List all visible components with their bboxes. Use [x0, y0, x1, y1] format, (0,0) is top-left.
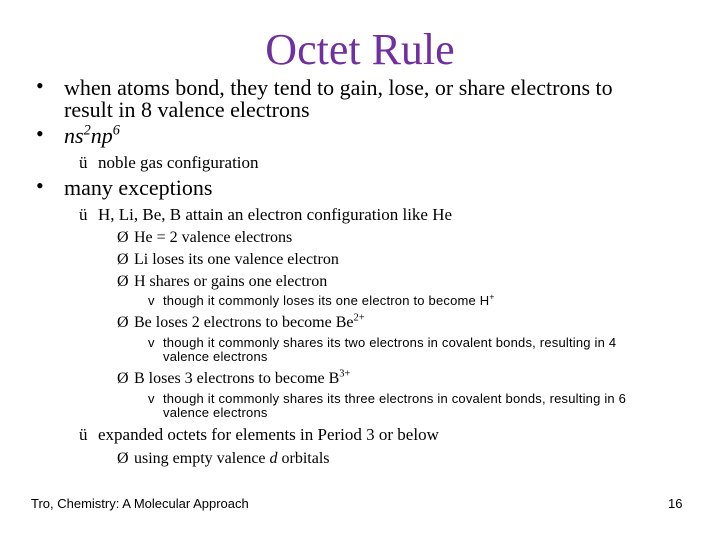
be-text: Be loses 2 electrons to become Be — [134, 314, 354, 331]
sub-bullet-text: expanded octets for elements in Period 3 or below — [98, 425, 439, 444]
arrow-icon: Ø — [117, 370, 129, 387]
electron-configuration — [64, 122, 120, 148]
sub-sub-bullet-text — [134, 370, 350, 388]
charge-superscript: 2+ — [353, 312, 365, 324]
bullet-icon: • — [36, 73, 44, 98]
config-superscript: 6 — [112, 122, 120, 139]
footer-source: Tro, Chemistry: A Molecular Approach — [31, 496, 249, 511]
note-text-continued: valence electrons — [163, 349, 268, 364]
sub-bullet-text: H, Li, Be, B attain an electron configuration like He — [98, 205, 453, 224]
bullet-text-continued: result in 8 valence electrons — [64, 97, 310, 122]
config-ns: ns — [64, 123, 84, 148]
slide-title: Octet Rule — [265, 25, 455, 74]
sub-sub-bullet-text: Li loses its one valence electron — [134, 251, 339, 268]
orbital-text-post: orbitals — [277, 450, 330, 467]
note-text — [163, 291, 495, 308]
arrow-icon: Ø — [117, 251, 129, 268]
note-text: though it commonly shares its three electrons in covalent bonds, resulting in 6 — [163, 391, 627, 406]
note-main: though it commonly loses its one electron to become H — [163, 293, 490, 308]
sub-bullet-text: noble gas configuration — [98, 153, 259, 172]
note-text: though it commonly shares its two electrons in covalent bonds, resulting in 4 — [163, 335, 617, 350]
checkmark-icon: ü — [79, 425, 88, 444]
arrow-icon: Ø — [117, 450, 129, 467]
sub-sub-bullet-text — [134, 314, 365, 332]
page-number: 16 — [668, 496, 683, 511]
orbital-d: d — [269, 450, 278, 467]
config-np: np — [90, 123, 113, 148]
note-text-continued: valence electrons — [163, 405, 268, 420]
charge-superscript: 3+ — [339, 368, 351, 380]
arrow-icon: Ø — [117, 229, 129, 246]
charge-superscript: + — [489, 291, 495, 302]
checkmark-icon: ü — [79, 205, 88, 224]
arrow-icon: Ø — [117, 273, 129, 290]
orbital-text-pre: using empty valence — [134, 450, 270, 467]
diamond-icon: v — [148, 293, 155, 308]
bullet-text: when atoms bond, they tend to gain, lose, or share electrons to — [64, 75, 613, 100]
sub-sub-bullet-text: H shares or gains one electron — [134, 273, 328, 290]
checkmark-icon: ü — [79, 153, 88, 172]
bullet-icon: • — [36, 173, 44, 198]
bullet-text: many exceptions — [64, 175, 213, 200]
bullet-icon: • — [36, 121, 44, 146]
diamond-icon: v — [148, 391, 155, 406]
sub-sub-bullet-text: He = 2 valence electrons — [134, 229, 293, 246]
b-text: B loses 3 electrons to become B — [134, 370, 340, 387]
arrow-icon: Ø — [117, 314, 129, 331]
config-superscript: 2 — [83, 122, 91, 139]
diamond-icon: v — [148, 335, 155, 350]
sub-sub-bullet-text — [134, 450, 330, 468]
